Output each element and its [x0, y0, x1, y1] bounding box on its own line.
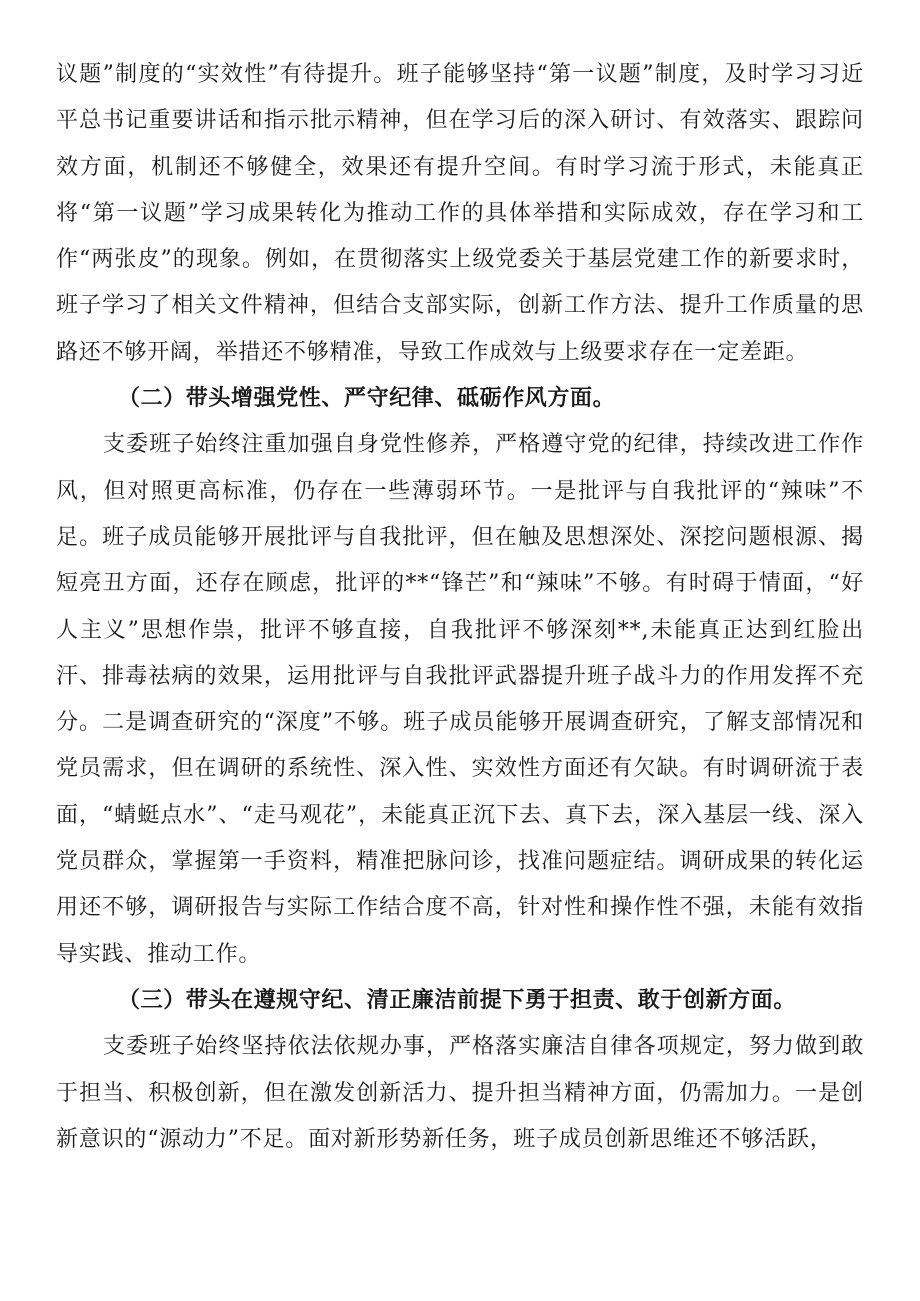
section-heading-2: （二）带头增强党性、严守纪律、砥砺作风方面。 — [118, 386, 616, 412]
paragraph-innovation: 支委班子始终坚持依法依规办事，严格落实廉洁自律各项规定，努力做到敢于担当、积极创新，但在激发创新活力、提升担当精神方面，仍需加力。一是创新意识的“源动力”不足。面对新形势新任务，班子成员创新思维还不够活跃， — [56, 1034, 864, 1152]
paragraph-first-topic: 议题”制度的“实效性”有待提升。班子能够坚持“第一议题”制度，及时学习习近平总书记重要讲话和指示批示精神，但在学习后的深入研讨、有效落实、跟踪问效方面，机制还不够健全，效果还有提升空间。有时学习流于形式，未能真正将“第一议题”学习成果转化为推动工作的具体举措和实际成效，存在学习和工作“两张皮”的现象。例如，在贯彻落实上级党委关于基层党建工作的新要求时，班子学习了相关文件精神，但结合支部实际，创新工作方法、提升工作质量的思路还不够开阔，举措还不够精准，导致工作成效与上级要求存在一定差距。 — [56, 62, 864, 365]
paragraph-party-spirit: 支委班子始终注重加强自身党性修养，严格遵守党的纪律，持续改进工作作风，但对照更高标准，仍存在一些薄弱环节。一是批评与自我批评的“辣味”不足。班子成员能够开展批评与自我批评，但在触及思想深处、深挖问题根源、揭短亮丑方面，还存在顾虑，批评的**“锋芒”和“辣味”不够。有时碍于情面，“好人主义”思想作祟，批评不够直接，自我批评不够深刻**,未能真正达到红脸出汗、排毒祛病的效果，运用批评与自我批评武器提升班子战斗力的作用发挥不充分。二是调查研究的“深度”不够。班子成员能够开展调查研究，了解支部情况和党员需求，但在调研的系统性、深入性、实效性方面还有欠缺。有时调研流于表面，“蜻蜓点水”、“走马观花”，未能真正沉下去、真下去，深入基层一线、深入党员群众，掌握第一手资料，精准把脉问诊，找准问题症结。调研成果的转化运用还不够，调研报告与实际工作结合度不高，针对性和操作性不强，未能有效指导实践、推动工作。 — [56, 432, 864, 967]
section-heading-3: （三）带头在遵规守纪、清正廉洁前提下勇于担责、敢于创新方面。 — [118, 987, 797, 1013]
